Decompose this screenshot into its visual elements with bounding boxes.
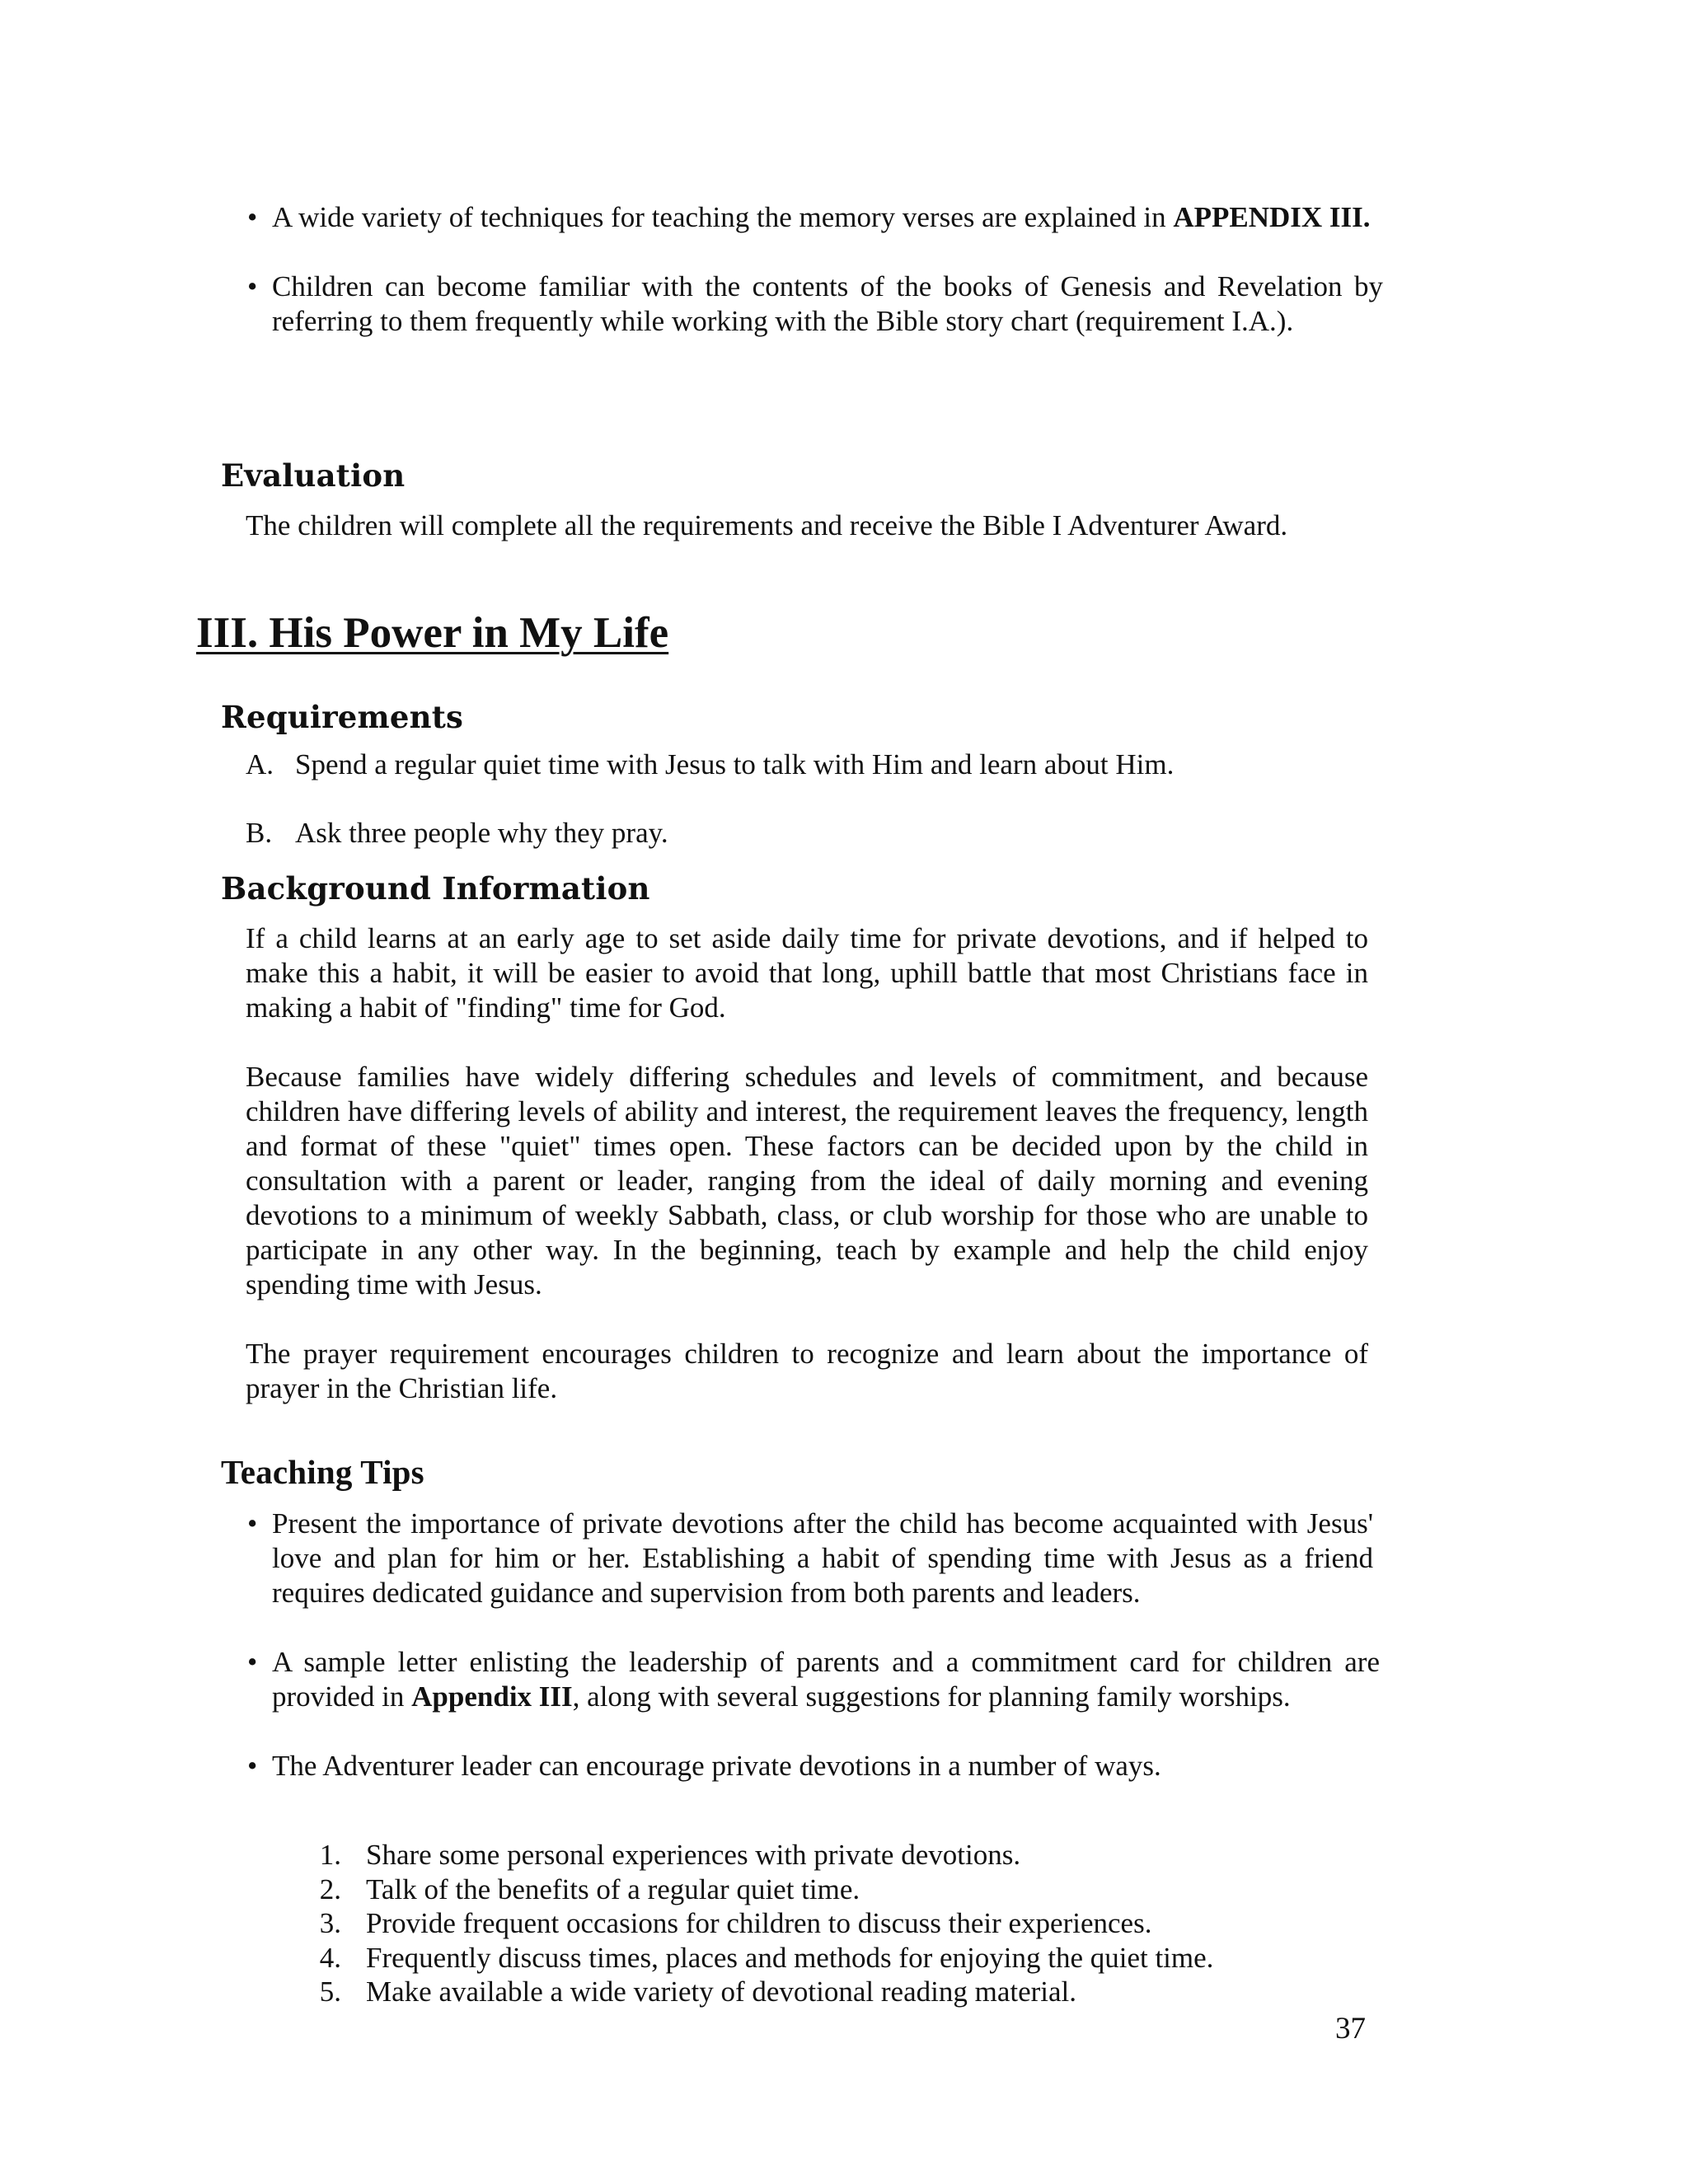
list-item (293, 1838, 1213, 1872)
tip-private-devotions (247, 1507, 1373, 1610)
requirement-letter: B. (246, 817, 273, 849)
tip-sample-letter (247, 1645, 1380, 1714)
bullet-text: A wide variety of techniques for teaching the memory verses are explained in (272, 201, 1174, 233)
step-text: Provide frequent occasions for children to discuss their experiences. (366, 1907, 1152, 1939)
page-number: 37 (1335, 2012, 1366, 2046)
step-text: Frequently discuss times, places and methods for enjoying the quiet time. (366, 1941, 1214, 1974)
tip-adventurer-leader (247, 1749, 1373, 1783)
requirement-text: Spend a regular quiet time with Jesus to talk with Him and learn about Him. (295, 748, 1175, 780)
list-item (293, 1941, 1213, 1975)
list-item (293, 1975, 1213, 2009)
bullet-genesis-revelation (247, 269, 1383, 339)
list-item (293, 1906, 1213, 1941)
section-title: III. His Power in My Life (196, 609, 669, 657)
step-number: 5. (319, 1975, 341, 2008)
numbered-steps (293, 1838, 1213, 2009)
paragraph-text: If a child learns at an early age to set aside daily time for private devotions, and if helped to make this a habit, it will be easier to avoid that long, uphill battle that most Christians face in making a habit of "finding" time for God. (246, 922, 1368, 1024)
step-text: Make available a wide variety of devotional reading material. (366, 1975, 1076, 2008)
requirements-heading: Requirements (221, 699, 464, 735)
requirement-letter: A. (246, 748, 274, 780)
tip-text: A sample letter enlisting the leadership of parents and a commitment card for children are provided in (272, 1646, 1380, 1713)
step-text: Talk of the benefits of a regular quiet time. (366, 1872, 860, 1905)
appendix-reference: Appendix III (411, 1680, 573, 1713)
step-number: 1. (319, 1839, 341, 1871)
step-number: 3. (319, 1907, 341, 1939)
teaching-tips-list (247, 1507, 1380, 1783)
evaluation-text: The children will complete all the requirements and receive the Bible I Adventurer Award. (246, 509, 1288, 541)
requirement-a (246, 748, 1174, 782)
tip-text: , along with several suggestions for planning family worships. (572, 1680, 1291, 1713)
bullet-memory-verses (247, 200, 1385, 235)
top-bullet-list (247, 200, 1385, 339)
requirement-b (246, 816, 668, 851)
background-paragraph-3 (246, 1337, 1368, 1406)
list-item (293, 1872, 1213, 1907)
bullet-text: • Children can become familiar with the contents of the books of Genesis and Revelation by referring to them frequently while working with the Bible story chart (requirement I.A.). (272, 270, 1383, 337)
paragraph-text: Because families have widely differing schedules and levels of commitment, and because children have differing levels of ability and interest, the requirement leaves the frequency, length and format of these "quiet" times open. These factors can be decided upon by the child in consultation with a parent or leader, ranging from the ideal of daily morning and evening devotions to a minimum of weekly Sabbath, class, or club worship for those who are unable to participate in any other way. In the beginning, teach by example and help the child enjoy spending time with Jesus. (246, 1061, 1368, 1301)
background-paragraph-2 (246, 1060, 1368, 1302)
step-text: Share some personal experiences with private devotions. (366, 1839, 1021, 1871)
step-number: 4. (319, 1941, 341, 1974)
teaching-tips-heading: Teaching Tips (221, 1453, 424, 1491)
tip-text: • The Adventurer leader can encourage private devotions in a number of ways. (272, 1750, 1161, 1782)
tip-text: • Present the importance of private devotions after the child has become acquainted with Jesus' love and plan for him or her. Establishing a habit of spending time with Jesus as a friend requires dedicated guidance and supervision from both parents and leaders. (272, 1507, 1373, 1609)
background-paragraph-1 (246, 921, 1368, 1025)
requirement-text: Ask three people why they pray. (295, 817, 668, 849)
background-heading: Background Information (221, 870, 650, 907)
evaluation-heading: Evaluation (221, 457, 406, 494)
evaluation-text-block (246, 509, 1368, 543)
paragraph-text: The prayer requirement encourages children to recognize and learn about the importance of prayer in the Christian life. (246, 1338, 1368, 1404)
appendix-reference: APPENDIX III. (1173, 201, 1371, 233)
step-number: 2. (319, 1872, 341, 1905)
